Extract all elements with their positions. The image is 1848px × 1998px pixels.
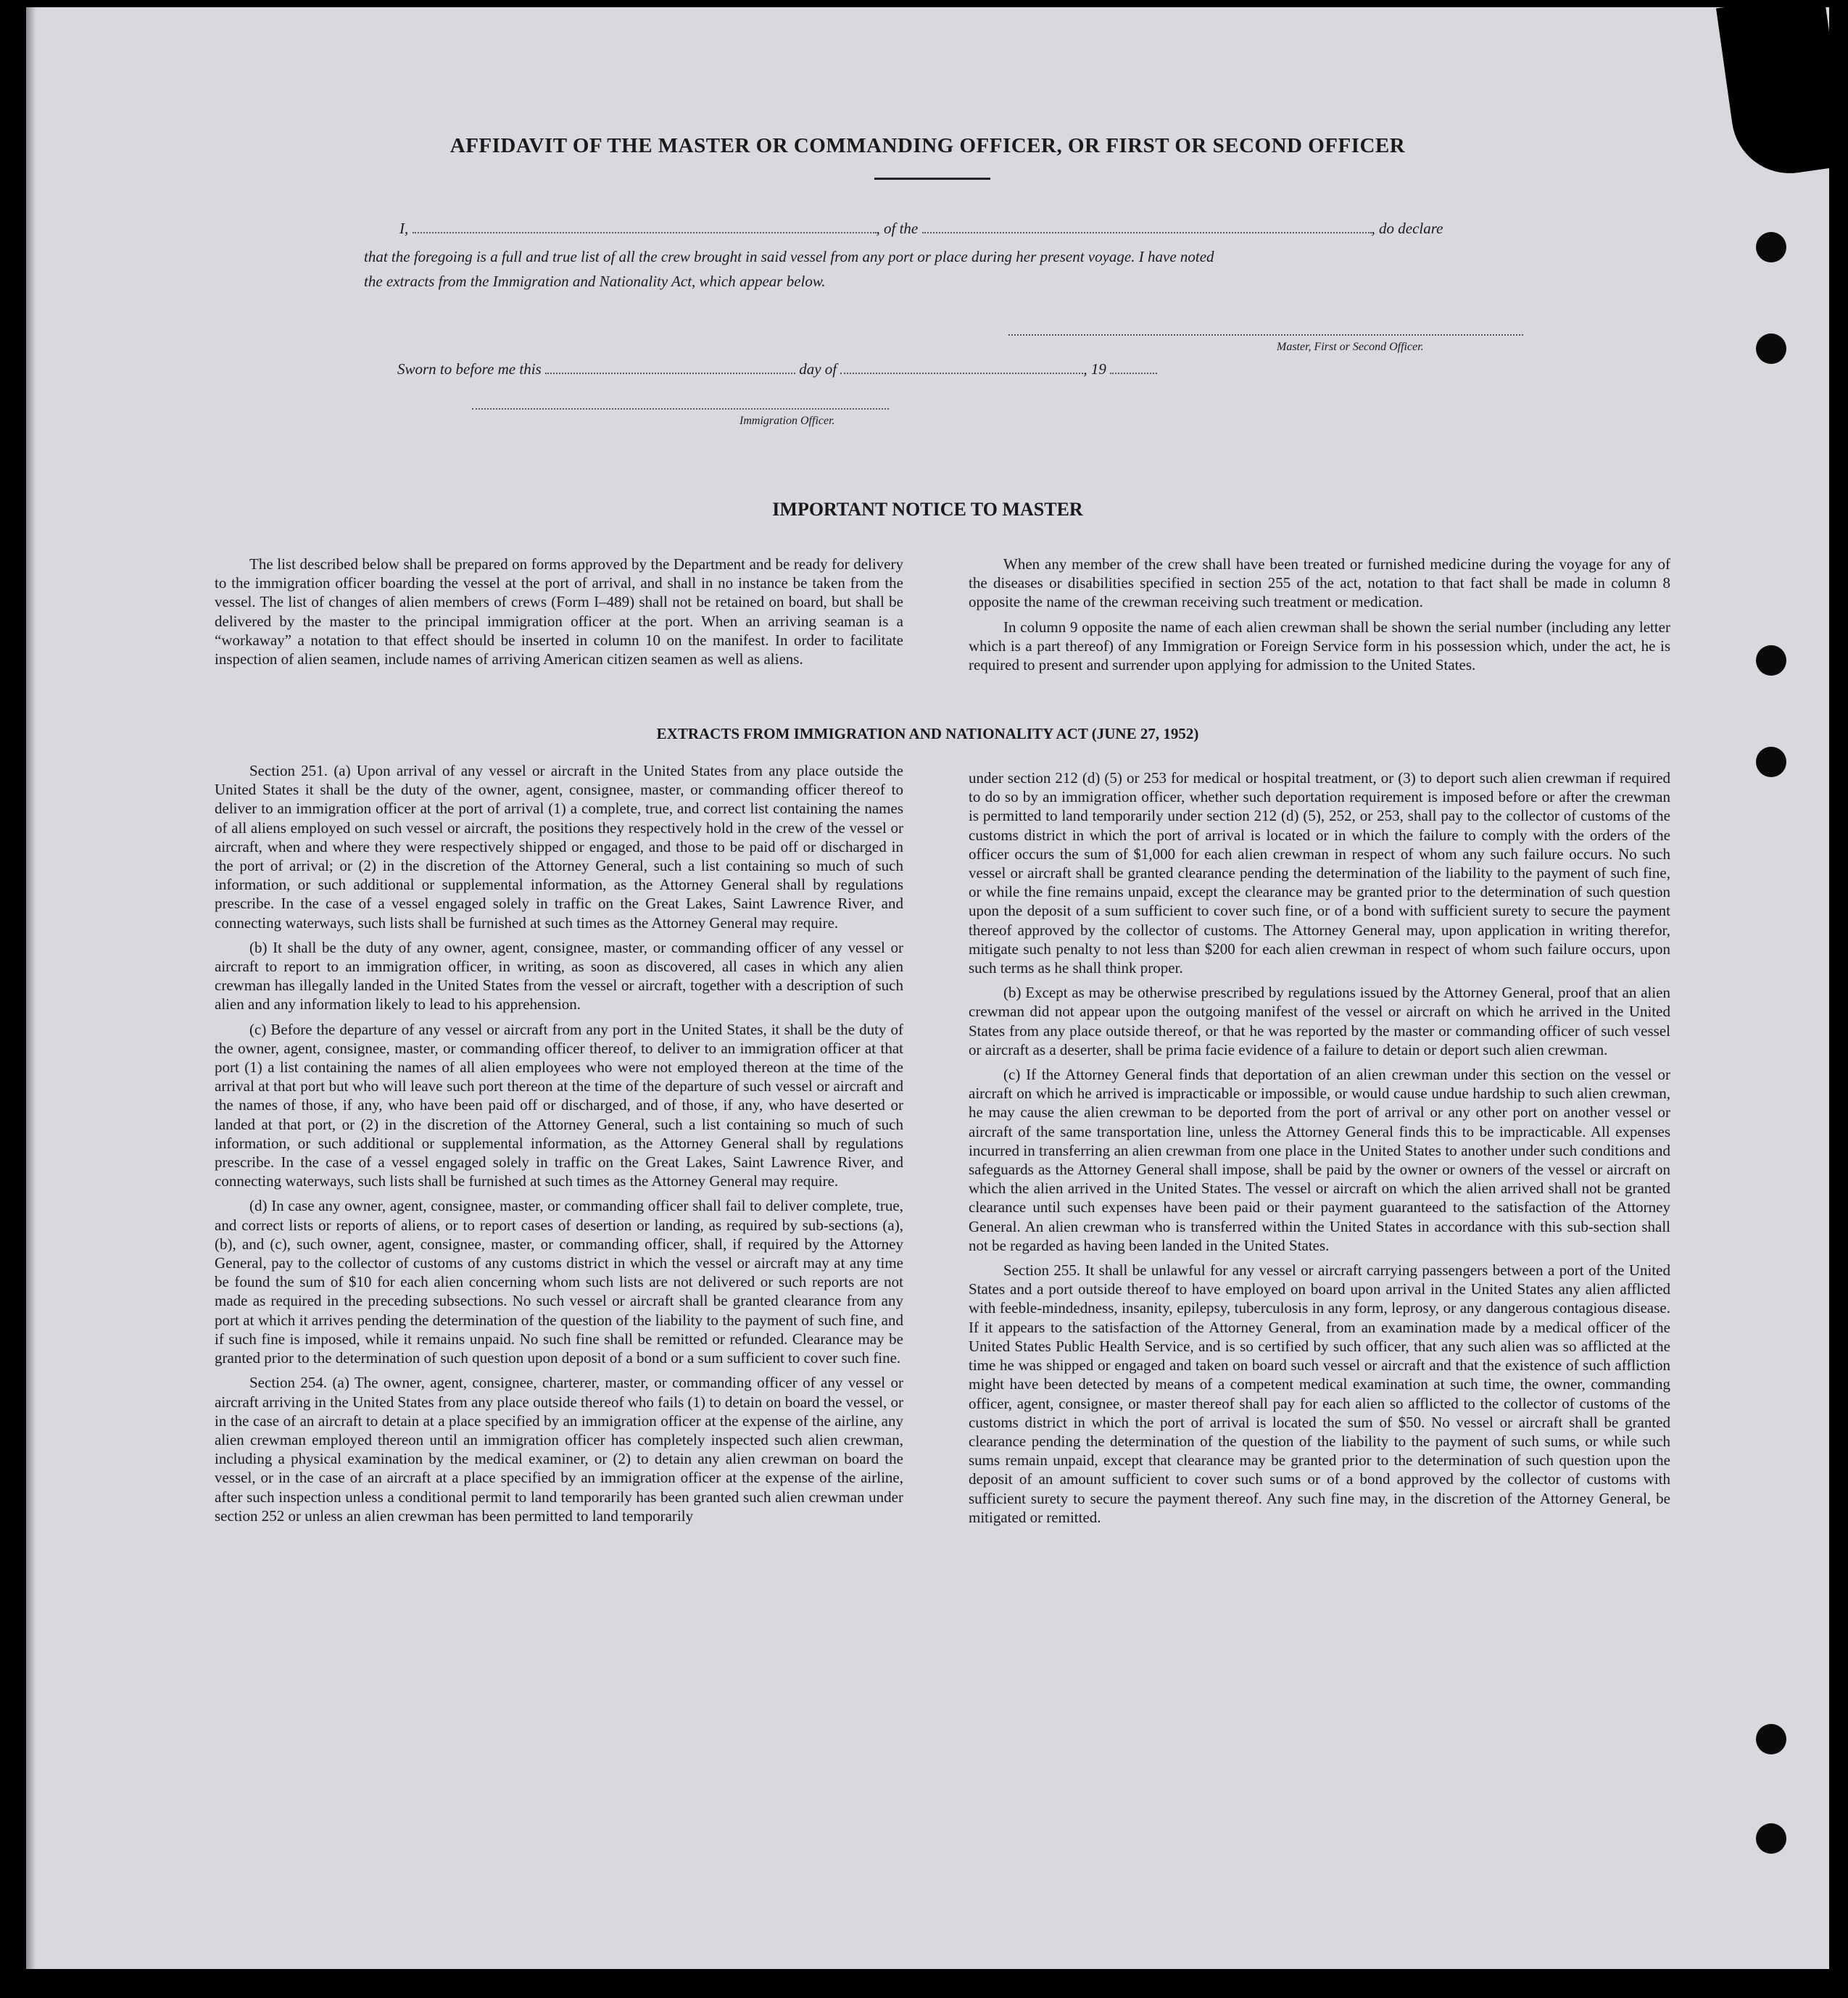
officer-signature-line[interactable] <box>472 395 889 410</box>
page-edge-shadow <box>26 7 36 1969</box>
section-254-a-continued: under section 212 (d) (5) or 253 for medical or hospital treatment, or (3) to deport such alien crewman if required to do so by an immigration officer, whether such deportation requirement is imposed before or after the crewman is permitted to land temporarily under section 212 (d) (5), 252, or 253, shall pay to the collector of customs of the customs district in which the port of arrival is located or in which the failure to comply with the orders of the officer occurs the sum of $1,000 for each alien crewman in respect of whom any such failure occurs. No such vessel or aircraft shall be granted clearance pending the determination of the liability to the payment of such fine, or while the fine remains unpaid, except the clearance may be granted prior to the determination of such question upon the deposit of a sum sufficient to cover such fine, or of a bond with sufficient surety to secure the payment thereof approved by the collector of customs. The Attorney General may, upon application in writing therefor, mitigate such penalty to not less than $200 for each alien crewman in respect of whom such failure occurs, upon such terms as he shall think proper. <box>969 769 1670 977</box>
document-page <box>26 7 1829 1969</box>
section-251-b: (b) It shall be the duty of any owner, agent, consignee, master, or commanding officer of any vessel or aircraft to report to an immigration officer, in writing, as soon as discovered, all cases in which any alien crewman has illegally landed in the United States from the vessel or aircraft, together with a description of such alien and any information likely to lead to his apprehension. <box>215 938 903 1013</box>
line1-declare: , do declare <box>1371 220 1443 237</box>
extracts-left-column <box>215 761 903 1525</box>
affidavit-line-3: the extracts from the Immigration and Nationality Act, which appear below. <box>364 273 826 290</box>
notice-title: IMPORTANT NOTICE TO MASTER <box>772 499 1083 520</box>
notice-right-paragraph-2: In column 9 opposite the name of each alien crewman shall be shown the serial number (including any letter which is a part thereof) of any Immigration or Foreign Service form in his possession which, under the act, he is required to present and surrender upon applying for admission to the United States. <box>969 618 1670 674</box>
punch-hole <box>1756 333 1786 364</box>
line1-i: I, <box>399 220 409 237</box>
vessel-blank[interactable] <box>922 219 1372 233</box>
master-caption: Master, First or Second Officer. <box>1277 341 1424 353</box>
section-251-a: Section 251. (a) Upon arrival of any vessel or aircraft in the United States from any place outside the United States it shall be the duty of the owner, agent, consignee, master, or commanding officer thereof to deliver to an immigration officer at the port of arrival (1) a complete, true, and correct list containing the names of all aliens employed on such vessel or aircraft, the positions they respectively hold in the crew of the vessel or aircraft, when and where they were respectively shipped or engaged, and those to be paid off or discharged in the port of arrival; or (2) in the discretion of the Attorney General, such a list containing so much of such information, or such additional or supplemental information, as the Attorney General shall by regulations prescribe. In the case of a vessel engaged solely in traffic on the Great Lakes, Saint Lawrence River, and connecting waterways, such lists shall be furnished at such times as the Attorney General may require. <box>215 762 903 932</box>
section-251-d: (d) In case any owner, agent, consignee, master, or commanding officer shall fail to deliver complete, true, and correct lists or reports of aliens, or to report cases of desertion or landing, as required by sub-sections (a), (b), and (c), such owner, agent, consignee, master, or commanding officer, shall, if required by the Attorney General, pay to the collector of customs of any customs district in which the vessel or aircraft may at any time be found the sum of $10 for each alien concerning whom such lists are not delivered or such reports are not made as required in the preceding subsections. No such vessel or aircraft shall be granted clearance from any port at which it arrives pending the determination of the question of the liability to the payment of such fine, and if such fine is imposed, while it remains unpaid. No such fine shall be remitted or refunded. Clearance may be granted prior to the determination of such question upon deposit of a bond or a sum sufficient to cover such fine. <box>215 1197 903 1367</box>
section-255: Section 255. It shall be unlawful for any vessel or aircraft carrying passengers between a port of the United States and a port outside thereof to have employed on board upon arrival in the United States any alien afflicted with feeble-mindedness, insanity, epilepsy, tuberculosis in any form, leprosy, or any dangerous contagious disease. If it appears to the satisfaction of the Attorney General, from an examination made by a medical officer of the United States Public Health Service, and is so certified by such officer, that any such alien was so afflicted at the time he was shipped or engaged and taken on board such vessel or aircraft and that the existence of such affliction might have been detected by means of a competent medical examination at such time, the owner, commanding officer, agent, consignee, or master thereof shall pay for each alien so afflicted to the collector of customs of the customs district in which the port of arrival is located the sum of $50. No vessel or aircraft shall be granted clearance pending the determination of the question of the liability to the payment of such sums, or while such sums remain unpaid, except that clearance may be granted prior to the determination of such question upon the deposit of an amount sufficient to cover such sums or of a bond approved by the collector of customs with sufficient surety to secure the payment thereof. Any such fine may, in the discretion of the Attorney General, be mitigated or remitted. <box>969 1261 1670 1526</box>
punch-hole <box>1756 645 1786 676</box>
punch-hole <box>1756 1823 1786 1854</box>
section-254-c: (c) If the Attorney General finds that deportation of an alien crewman under this section on the vessel or aircraft on which he arrived is impracticable or impossible, or would cause undue hardship to such alien crewman, he may cause the alien crewman to be deported from the port of arrival or any other port on another vessel or aircraft of the same transportation line, unless the Attorney General finds this to be impracticable. All expenses incurred in transferring an alien crewman from one place in the United States to another under such conditions and safeguards as the Attorney General shall impose, shall be paid by the owner or owners of the vessel or aircraft on which the alien arrived in the United States. The vessel or aircraft on which the alien arrived shall not be granted clearance until such expenses have been paid or their payment guaranteed to the satisfaction of the Attorney General. An alien crewman who is transferred within the United States in accordance with this sub-section shall not be regarded as having been landed in the United States. <box>969 1066 1670 1254</box>
sworn-text: Sworn to before me this <box>397 360 542 378</box>
title-rule <box>874 178 990 180</box>
section-254-b: (b) Except as may be otherwise prescribed by regulations issued by the Attorney General, proof that an alien crewman did not appear upon the outgoing manifest of the vessel or aircraft on which he arrived in the United States from any place outside thereof, or that he was reported by the master or commanding officer of such vessel or aircraft as a deserter, shall be prima facie evidence of a failure to detain or deport such alien crewman. <box>969 984 1670 1058</box>
section-251-c: (c) Before the departure of any vessel or aircraft from any port in the United States, it shall be the duty of the owner, agent, consignee, master, or commanding officer thereof, to deliver to an immigration officer at that port (1) a list containing the names of all alien employees who were not employed thereon at the time of the arrival at that port but who will leave such port thereon at the time of the departure of such vessel or aircraft and the names of those, if any, who have been paid off or discharged, and of those, if any, who have deserted or landed at that port, or (2) in the discretion of the Attorney General, such a list containing so much of such information, or such additional or supplemental information, as the Attorney General shall by regulations prescribe. In the case of a vessel engaged solely in traffic on the Great Lakes, Saint Lawrence River, and connecting waterways, such lists shall be furnished at such times as the Attorney General may require. <box>215 1020 903 1190</box>
day-of-text: day of <box>799 360 837 378</box>
extracts-right-column <box>969 768 1670 1527</box>
affidavit-line-2: that the foregoing is a full and true list of all the crew brought in said vessel from any port or place during her present voyage. I have noted <box>364 248 1214 265</box>
extracts-title: EXTRACTS FROM IMMIGRATION AND NATIONALITY ACT (JUNE 27, 1952) <box>656 725 1199 742</box>
year-text: , 19 <box>1083 360 1106 378</box>
notice-right-paragraph-1: When any member of the crew shall have been treated or furnished medicine during the voyage for any of the diseases or disabilities specified in section 255 of the act, notation to that fact shall be made in column 8 opposite the name of the crewman receiving such treatment or medication. <box>969 555 1670 611</box>
punch-hole <box>1756 1724 1786 1754</box>
affidavit-title: AFFIDAVIT OF THE MASTER OR COMMANDING OFFICER, OR FIRST OR SECOND OFFICER <box>449 134 1406 157</box>
notice-right-column <box>969 555 1670 674</box>
notice-left-paragraph: The list described below shall be prepared on forms approved by the Department and be ready for delivery to the immigration officer boarding the vessel at the port of arrival, and shall in no instance be taken from the vessel. The list of changes of alien members of crews (Form I–489) shall not be retained on board, but shall be delivered by the master to the principal immigration officer at the port. When an arriving seaman is a “workaway” a notation to that effect should be inserted in column 10 on the manifest. In order to facilitate inspection of alien seamen, include names of arriving American citizen seamen as well as aliens. <box>215 555 903 668</box>
year-blank[interactable] <box>1110 360 1157 374</box>
name-blank[interactable] <box>413 219 877 233</box>
sworn-day-blank[interactable] <box>545 360 795 374</box>
master-signature-line[interactable] <box>1008 321 1523 336</box>
affidavit-line-1 <box>399 219 1443 238</box>
line1-of-the: , of the <box>876 220 919 237</box>
section-254-a: Section 254. (a) The owner, agent, consignee, charterer, master, or commanding officer of any vessel or aircraft arriving in the United States from any place outside thereof who fails (1) to detain on board the vessel, or in the case of an aircraft to detain at a place specified by an immigration officer at the expense of the airline, any alien crewman employed thereon until an immigration officer has completely inspected such alien crewman, including a physical examination by the medical examiner, or (2) to detain any alien crewman on board the vessel, or in the case of an aircraft at a place specified by an immigration officer at the expense of the airline, after such inspection unless a conditional permit to land temporarily has been granted such alien crewman under section 252 or unless an alien crewman has been permitted to land temporarily <box>215 1374 903 1525</box>
month-blank[interactable] <box>840 360 1083 374</box>
sworn-line <box>397 360 1157 378</box>
officer-caption: Immigration Officer. <box>739 415 835 427</box>
punch-hole <box>1756 232 1786 262</box>
punch-hole <box>1756 747 1786 777</box>
notice-left-column <box>215 555 903 668</box>
